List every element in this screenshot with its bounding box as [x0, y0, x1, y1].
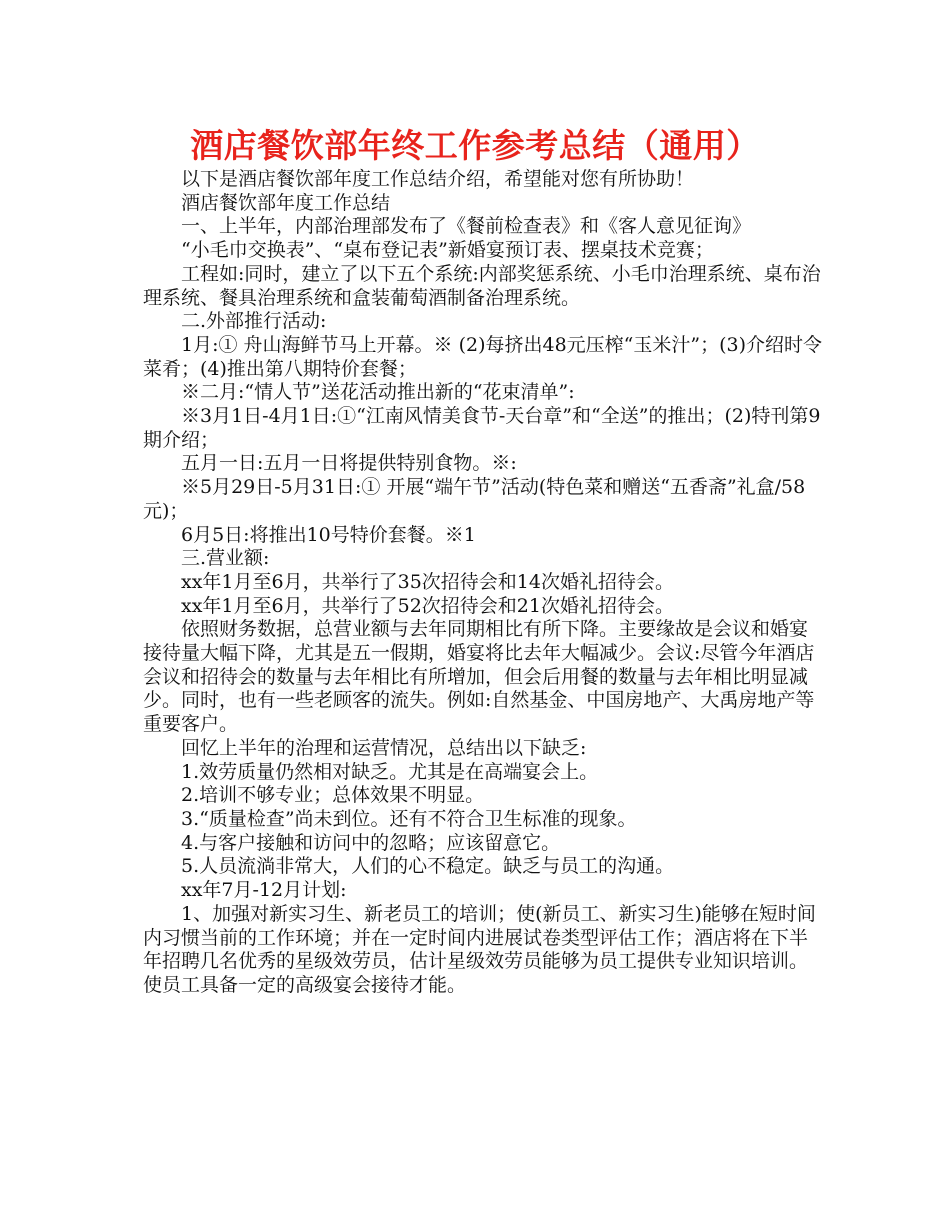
paragraph: xx年1月至6月，共举行了52次招待会和21次婚礼招待会。 — [181, 594, 674, 617]
paragraph: ※5月29日-5月31日:① 开展“端午节”活动(特色菜和赠送“五香斋”礼盒/58元)； — [143, 476, 806, 522]
paragraph: 依照财务数据，总营业额与去年同期相比有所下降。主要缘故是会议和婚宴接待量大幅下降，尤其是五一假期，婚宴将比去年大幅减少。会议:尽管今年酒店会议和招待会的数量与去年相比有所增加，但会后用餐的数量与去年相比明显减少。同时，也有一些老顾客的流失。例如:自然基金、中国房地产、大禹房地产等重要客户。 — [143, 618, 815, 736]
paragraph: 以下是酒店餐饮部年度工作总结介绍，希望能对您有所协助！ — [181, 168, 695, 190]
paragraph: 三.营业额: — [181, 547, 270, 570]
paragraph: ※3月1日-4月1日:①“江南风情美食节-天台章”和“全送”的推出；(2)特刊第9期介绍； — [143, 405, 821, 451]
paragraph: 1.效劳质量仍然相对缺乏。尤其是在高端宴会上。 — [181, 760, 599, 783]
paragraph: 五月一日:五月一日将提供特别食物。※: — [181, 452, 517, 475]
paragraph: 1月:① 舟山海鲜节马上开幕。※ (2)每挤出48元压榨“玉米汁”；(3)介绍时令菜肴；(4)推出第八期特价套餐； — [143, 333, 823, 380]
paragraph: 酒店餐饮部年度工作总结 — [181, 191, 391, 214]
paragraph: 6月5日:将推出10号特价套餐。※1 — [181, 523, 476, 546]
paragraph: ※二月:“情人节”送花活动推出新的“花束清单”: — [181, 381, 575, 404]
paragraph: 2.培训不够专业；总体效果不明显。 — [181, 784, 485, 807]
paragraph: 1、加强对新实习生、新老员工的培训；使(新员工、新实习生)能够在短时间内习惯当前的工作环境；并在一定时间内进展试卷类型评估工作；酒店将在下半年招聘几名优秀的星级效劳员，估计星级效劳员能够为员工提供专业知识培训。使员工具备一定的高级宴会接待才能。 — [143, 902, 816, 996]
document-title: 酒店餐饮部年终工作参考总结（通用） — [190, 126, 760, 165]
paragraph: 工程如:同时，建立了以下五个系统:内部奖惩系统、小毛巾治理系统、桌布治理系统、餐具治理系统和盒装葡萄酒制备治理系统。 — [143, 262, 821, 309]
paragraph: 一、上半年，内部治理部发布了《餐前检查表》和《客人意见征询》 — [181, 215, 752, 238]
paragraph: 4.与客户接触和访问中的忽略；应该留意它。 — [181, 831, 561, 854]
document-body — [143, 168, 825, 998]
paragraph: 5.人员流淌非常大，人们的心不稳定。缺乏与员工的沟通。 — [181, 855, 675, 878]
paragraph: 3.“质量检查”尚未到位。还有不符合卫生标准的现象。 — [181, 807, 637, 830]
paragraph: xx年1月至6月，共举行了35次招待会和14次婚礼招待会。 — [181, 570, 674, 593]
paragraph: xx年7月-12月计划: — [181, 879, 347, 902]
paragraph: “小毛巾交换表”、“桌布登记表”新婚宴预订表、摆桌技术竞赛； — [181, 239, 714, 262]
paragraph: 回忆上半年的治理和运营情况，总结出以下缺乏: — [181, 736, 587, 759]
paragraph: 二.外部推行活动: — [181, 310, 327, 333]
